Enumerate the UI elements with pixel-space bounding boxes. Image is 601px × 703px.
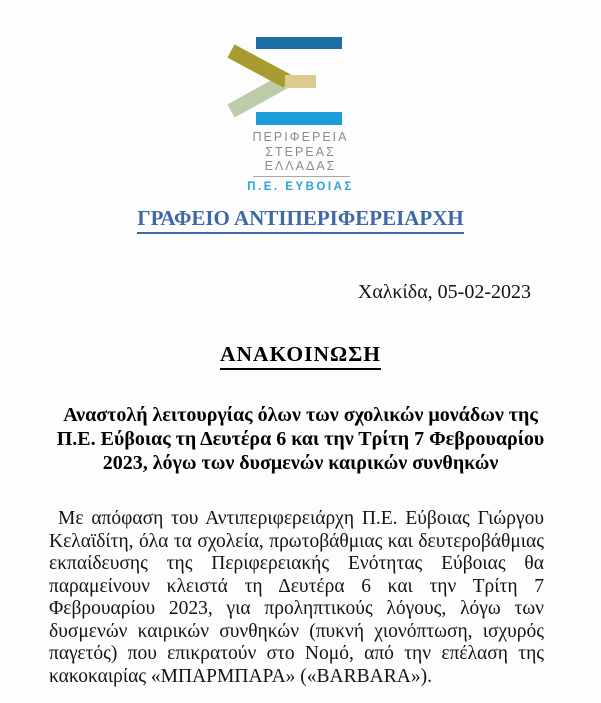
logo-region-name-line-1: ΠΕΡΙΦΕΡΕΙΑ: [252, 130, 349, 144]
subject-line-2: Π.Ε. Εύβοιας τη Δευτέρα 6 και την Τρίτη 7 Φεβρουαρίου: [56, 428, 545, 450]
logo-middle-bar: [285, 75, 316, 88]
logo-region-name: [0, 130, 601, 174]
announcement-title: [0, 342, 601, 370]
logo-top-bar: [256, 37, 342, 49]
announcement-title-text: ΑΝΑΚΟΙΝΩΣΗ: [220, 342, 381, 370]
announcement-subject: [30, 403, 571, 475]
subject-line-1: Αναστολή λειτουργίας όλων των σχολικών μονάδων της: [63, 404, 538, 426]
dateline: Χαλκίδα, 05-02-2023: [357, 281, 531, 303]
logo-chevron-upper-band: [231, 51, 287, 81]
logo-unit-name: Π.Ε. ΕΥΒΟΙΑΣ: [247, 181, 354, 193]
office-title: [0, 206, 601, 234]
logo-region-name-line-2: ΣΤΕΡΕΑΣ: [265, 144, 336, 159]
body-paragraph: Με απόφαση του Αντιπεριφερειάρχη Π.Ε. Εύβοιας Γιώργου Κελαϊδίτη, όλα τα σχολεία, πρωτοβάθμιας και δευτεροβάθμιας εκπαίδευσης της Περιφερειακής Ενότητας Εύβοιας θα παραμείνουν κλειστά τη Δευτέρα 6 και την Τρίτη 7 Φεβρουαρίου 2023, για προληπτικούς λόγους, λόγω των δυσμενών καιρικών συνθηκών (πυκνή χιονόπτωση, ισχυρός παγετός) που επικρατούν στο Νομό, από την επέλαση της κακοκαιρίας «ΜΠΑΡΜΠΑΡΑ» («BARBARA»).: [49, 508, 544, 687]
office-title-text: ΓΡΑΦΕΙΟ ΑΝΤΙΠΕΡΙΦΕΡΕΙΑΡΧΗ: [137, 206, 464, 234]
logo-bottom-bar: [256, 112, 342, 125]
region-logo-sigma-icon: [226, 35, 350, 128]
subject-line-3: 2023, λόγω των δυσμενών καιρικών συνθηκών: [102, 452, 499, 474]
logo-divider: [253, 176, 350, 177]
logo-region-name-line-3: ΕΛΛΑΔΑΣ: [264, 159, 337, 173]
